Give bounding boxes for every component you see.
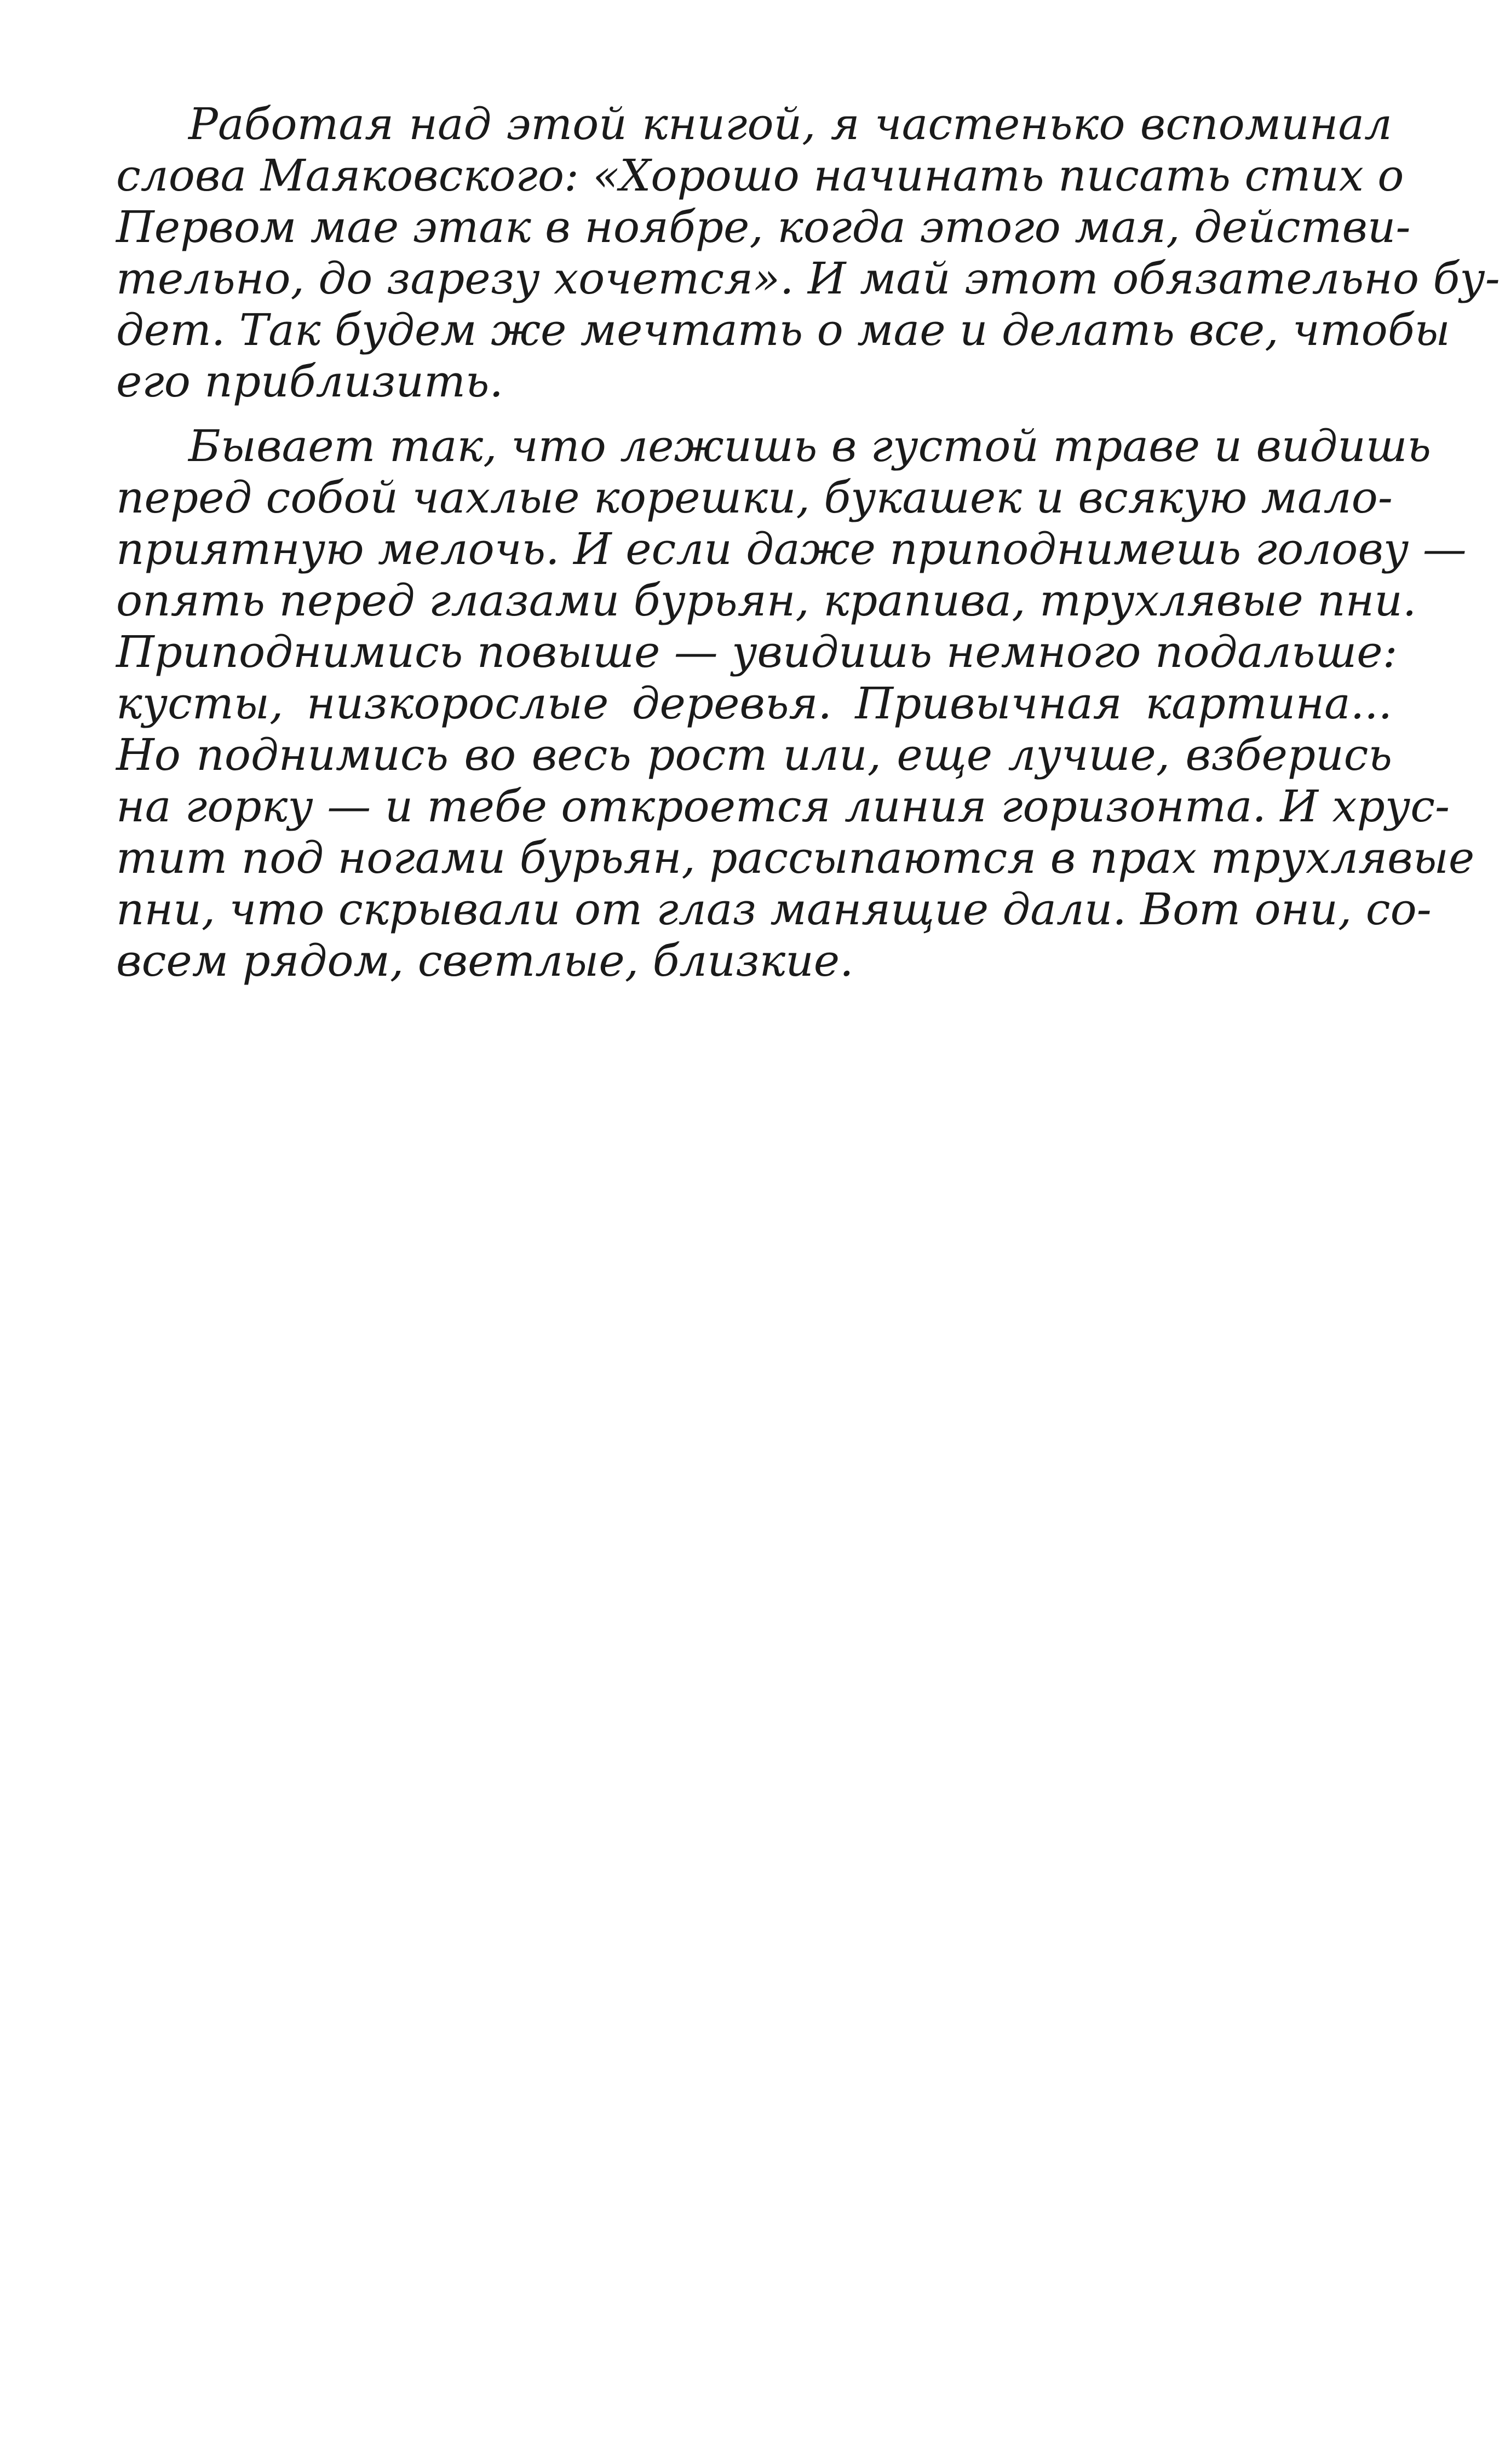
paragraph-line: всем рядом, светлые, близкие. xyxy=(116,935,854,986)
paragraph-line: тит под ногами бурьян, рассыпаются в прах трухлявые xyxy=(116,832,1475,883)
paragraph-line: Первом мае этак в ноябре, когда этого мая, действи- xyxy=(116,202,1411,252)
paragraph-line: перед собой чахлые корешки, букашек и всякую мало- xyxy=(116,472,1393,523)
paragraph-line: приятную мелочь. И если даже приподнимешь голову — xyxy=(116,523,1467,574)
paragraph-line: на горку — и тебе откроется линия горизонта. И хрус- xyxy=(116,781,1450,832)
paragraph-line: Работая над этой книгой, я частенько вспоминал xyxy=(188,99,1392,149)
paragraph-1 xyxy=(116,99,1500,407)
paragraph-2 xyxy=(116,421,1475,987)
text-body xyxy=(116,99,1500,987)
paragraph-line: слова Маяковского: «Хорошо начинать писать стих о xyxy=(116,150,1404,201)
paragraph-line: тельно, до зарезу хочется». И май этот обязательно бу- xyxy=(116,253,1500,304)
paragraph-line: Но поднимись во весь рост или, еще лучше, взберись xyxy=(116,729,1392,780)
paragraph-spacer xyxy=(116,407,1392,421)
paragraph-line: дет. Так будем же мечтать о мае и делать все, чтобы xyxy=(116,304,1450,355)
paragraph-line: его приблизить. xyxy=(116,356,503,407)
paragraph-line: пни, что скрывали от глаз манящие дали. Вот они, со- xyxy=(116,884,1432,935)
paragraph-line: Приподнимись повыше — увидишь немного подальше: xyxy=(116,626,1398,677)
paragraph-line: Бывает так, что лежишь в густой траве и видишь xyxy=(188,421,1432,471)
paragraph-line: кусты, низкорослые деревья. Привычная картина... xyxy=(116,678,1392,729)
paragraph-line: опять перед глазами бурьян, крапива, трухлявые пни. xyxy=(116,575,1417,626)
